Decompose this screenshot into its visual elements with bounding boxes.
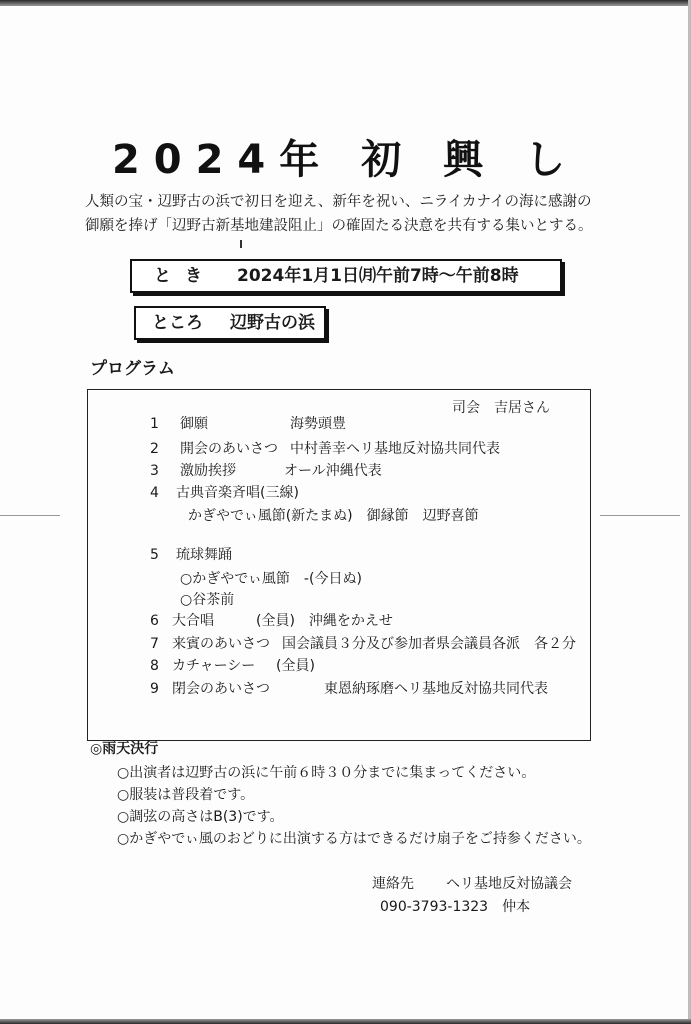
when-label: とき	[154, 266, 216, 286]
program-item-number: 4	[150, 485, 159, 501]
stray-mark	[240, 240, 242, 248]
program-item-number: 2	[150, 441, 159, 457]
rain-heading: ◎雨天決行	[90, 741, 159, 757]
note-item: ○かぎやでぃ風のおどりに出演する方はできるだけ扇子をご持参ください。	[117, 831, 591, 847]
program-item-title: 閉会のあいさつ	[172, 681, 270, 697]
note-item: ○出演者は辺野古の浜に午前６時３０分までに集まってください。	[117, 765, 536, 781]
contact-organization: ヘリ基地反対協議会	[446, 876, 572, 892]
document-title: 2024年 初 興 し	[111, 137, 580, 183]
program-item-title: 御願	[180, 416, 208, 432]
program-item-detail: 海勢頭豊	[290, 416, 346, 432]
scan-edge-top	[0, 0, 691, 6]
scan-edge-bottom	[0, 1019, 691, 1024]
program-item-detail: オール沖縄代表	[284, 463, 382, 479]
program-item-number: 3	[150, 463, 159, 479]
program-item-subline: かぎやでぃ風節(新たまぬ) 御縁節 辺野喜節	[188, 508, 479, 524]
note-item: ○調弦の高さはB(3)です。	[117, 809, 284, 825]
where-value: 辺野古の浜	[230, 313, 315, 333]
contact-phone: 090-3793-1323 仲本	[380, 899, 531, 915]
program-item-title: 琉球舞踊	[176, 547, 232, 563]
program-item-detail: 東恩納琢磨ヘリ基地反対協共同代表	[324, 681, 548, 697]
note-item: ○服装は普段着です。	[117, 787, 255, 803]
program-item-title: カチャーシー	[172, 658, 256, 674]
program-item-title: 開会のあいさつ	[180, 441, 278, 457]
program-item-number: 5	[150, 547, 159, 563]
program-item-subline: ○かぎやでぃ風節 -(今日ぬ)	[180, 571, 362, 587]
program-item-number: 7	[150, 636, 159, 652]
program-item-detail: 中村善幸ヘリ基地反対協共同代表	[290, 441, 500, 457]
program-item-subline: ○谷茶前	[180, 592, 235, 608]
when-value: 2024年1月1日㈪午前7時～午前8時	[237, 266, 519, 286]
when-box	[130, 259, 562, 293]
intro-paragraph: 人類の宝・辺野古の浜で初日を迎え、新年を祝い、ニライカナイの海に感謝の御願を捧げ「辺野古新基地建設阻止」の確固たる決意を共有する集いとする。	[85, 194, 593, 234]
program-item-title: 激励挨拶	[180, 463, 236, 479]
program-item-title: 来賓のあいさつ	[172, 636, 270, 652]
where-label: ところ	[152, 313, 203, 333]
program-item-number: 1	[150, 416, 159, 432]
scan-artifact-left	[0, 515, 60, 516]
program-item-detail: (全員) 沖縄をかえせ	[256, 613, 393, 629]
program-mc: 司会 吉居さん	[452, 400, 550, 416]
program-item-detail: 国会議員３分及び参加者県会議員各派 各２分	[282, 636, 576, 652]
program-item-number: 6	[150, 613, 159, 629]
program-item-number: 9	[150, 681, 159, 697]
program-item-title: 古典音楽斉唱(三線)	[176, 485, 299, 501]
program-heading: プログラム	[90, 359, 175, 379]
program-item-number: 8	[150, 658, 159, 674]
scan-artifact-right	[600, 515, 680, 516]
program-item-title: 大合唱	[172, 613, 214, 629]
where-box	[134, 306, 326, 340]
contact-label: 連絡先	[372, 876, 414, 892]
program-item-detail: (全員)	[276, 658, 315, 674]
